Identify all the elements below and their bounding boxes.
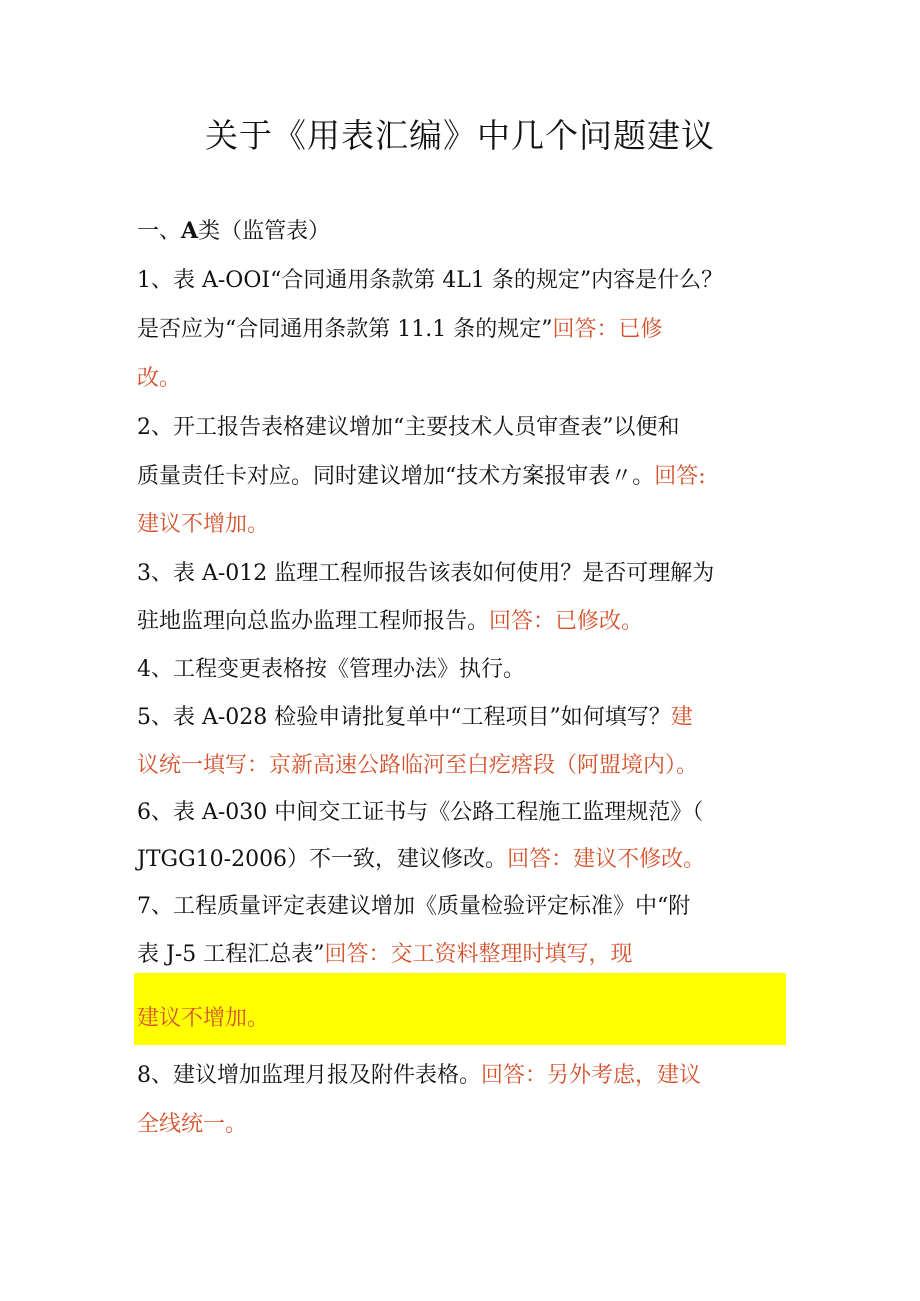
question-text: 7、工程质量评定表建议增加《质量检验评定标准》中“附 (137, 894, 691, 919)
item-1-line-3 (137, 360, 181, 398)
document-title: 关于《用表汇编》中几个问题建议 (205, 116, 715, 155)
item-7-line-2 (137, 936, 633, 974)
question-text: 8、建议增加监理月报及附件表格。 (137, 1063, 481, 1088)
item-6-line-1 (137, 794, 703, 832)
item-2-line-3 (137, 506, 269, 544)
section-letter: A (181, 218, 199, 244)
answer-text: 回答：建议不修改。 (507, 847, 706, 872)
question-text: 6、表 A-030 中间交工证书与《公路工程施工监理规范》（ (137, 800, 704, 825)
item-3-line-1 (137, 555, 714, 593)
question-text: 表 J-5 工程汇总表” (137, 942, 325, 967)
answer-text: 全线统一。 (137, 1112, 248, 1137)
answer-text: 回答: (654, 464, 706, 489)
item-4-line-1 (137, 651, 525, 689)
answer-text: 议统一填写：京新高速公路临河至白疙瘩段（阿盟境内）。 (137, 753, 699, 778)
answer-text: 建议不增加。 (137, 512, 270, 537)
section-rest: 类（监管表） (198, 219, 331, 244)
item-2-line-2 (137, 458, 706, 496)
item-1-line-2 (137, 311, 662, 349)
section-heading (137, 212, 330, 251)
question-text: 3、表 A-012 监理工程师报告该表如何使用？是否可理解为 (137, 561, 715, 586)
answer-text: 回答：已修 (552, 317, 663, 342)
item-5-line-1 (137, 699, 693, 737)
item-2-line-1 (137, 409, 680, 447)
item-6-line-2 (137, 841, 705, 879)
answer-text: 改。 (137, 366, 182, 391)
question-text: 1、表 A-OOI“合同通用条款第 4L1 条的规定”内容是什么？ (137, 268, 724, 293)
item-8-line-1 (137, 1057, 701, 1095)
item-5-line-2 (137, 747, 698, 785)
answer-text: 回答：交工资料整理时填写，现 (324, 942, 633, 967)
item-3-line-2 (137, 603, 643, 641)
item-8-line-2 (137, 1106, 247, 1144)
question-text: 质量责任卡对应。同时建议增加“技术方案报审表〃。 (137, 464, 655, 489)
answer-text: 回答：另外考虑，建议 (481, 1063, 702, 1088)
question-text: 驻地监理向总监办监理工程师报告。 (137, 609, 490, 634)
question-text: 4、工程变更表格按《管理办法》执行。 (137, 657, 525, 682)
item-7-line-1 (137, 888, 690, 926)
question-text: JTGG10-2006）不一致，建议修改。 (137, 847, 508, 872)
item-7-line-3 (137, 1000, 269, 1038)
section-prefix: 一、 (137, 219, 182, 244)
answer-text: 建议不增加。 (137, 1006, 270, 1031)
question-text: 是否应为“合同通用条款第 11.1 条的规定” (137, 317, 553, 342)
answer-text: 回答：已修改。 (489, 609, 644, 634)
question-text: 2、开工报告表格建议增加“主要技术人员审查表”以便和 (137, 415, 680, 440)
answer-text: 建 (670, 705, 693, 730)
question-text: 5、表 A-028 检验申请批复单中“工程项目”如何填写？ (137, 705, 671, 730)
item-1-line-1 (137, 262, 723, 300)
